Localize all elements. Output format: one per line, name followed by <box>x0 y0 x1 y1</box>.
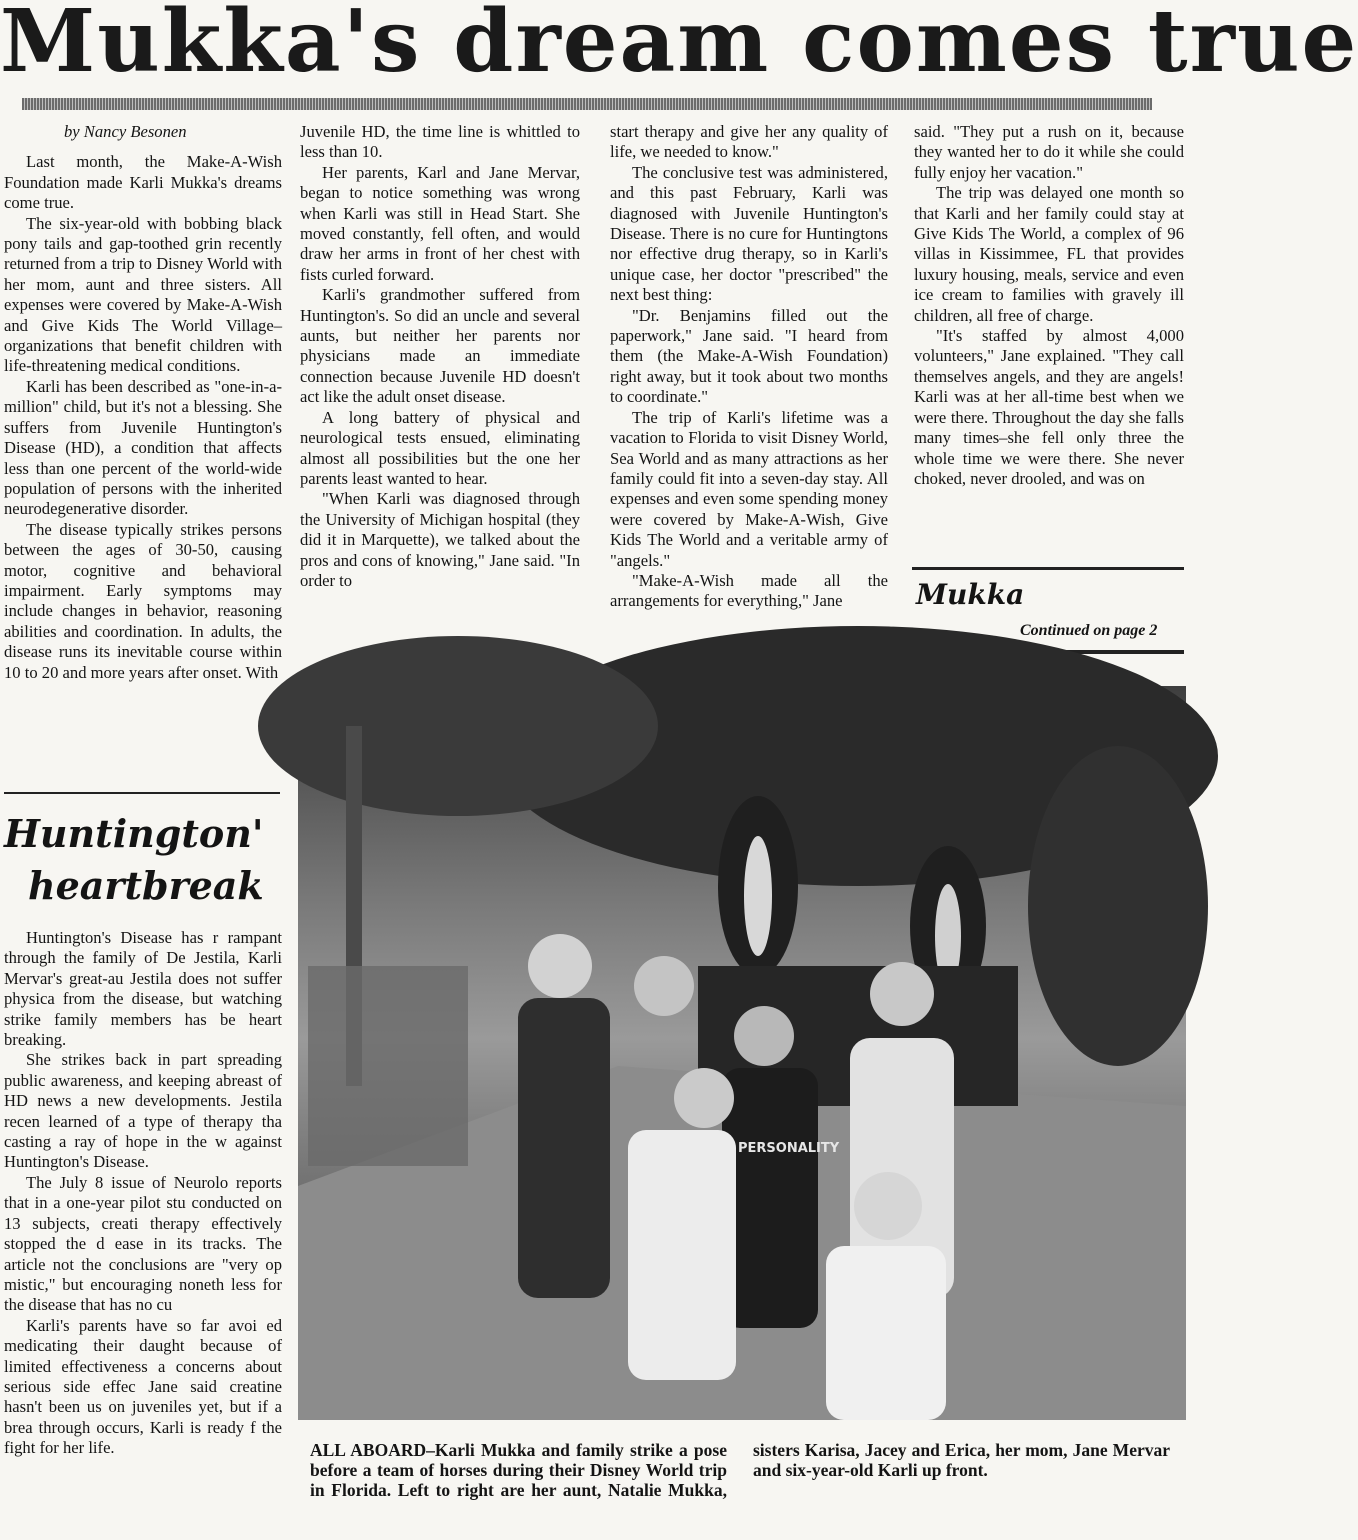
paragraph: The trip of Karli's lifetime was a vacation to Florida to visit Disney World, Sea World and as many attractions as her family could fit into a seven-day stay. All expenses and even some spending money were covered by Make-A-Wish, Give Kids The World and a veritable army of "angels." <box>610 407 888 570</box>
paragraph: Juvenile HD, the time line is whittled to less than 10. <box>300 122 580 162</box>
person-head <box>674 1068 734 1128</box>
paragraph: "When Karli was diagnosed through the University of Michigan hospital (they did it in Marquette), we talked about the pros and cons of knowing," Jane said. "In order to <box>300 489 580 590</box>
paragraph: Karli's grandmother suffered from Huntington's. So did an uncle and several aunts, but neither her parents nor physicians made an immediate connection because Juvenile HD doesn't act like the adult onset disease. <box>300 285 580 407</box>
shirt-text: PERSONALITY <box>738 1141 840 1156</box>
horse-blaze <box>744 836 772 956</box>
crowd <box>308 966 468 1166</box>
continued-line: Continued on page 2 <box>1020 622 1158 639</box>
byline: by Nancy Besonen <box>64 122 187 141</box>
paragraph: "Dr. Benjamins filled out the paperwork," Jane said. "I heard from them (the Make-A-Wish Foundation) right away, but it took about two months to coordinate." <box>610 305 888 407</box>
person-head <box>854 1172 922 1240</box>
paragraph: said. "They put a rush on it, because they wanted her to do it while she could fully enjoy her vacation." <box>914 122 1184 182</box>
person-body <box>518 998 610 1298</box>
photo-illustration <box>298 686 1186 1420</box>
jump-title: Mukka <box>916 578 1025 611</box>
family-photo <box>298 686 1186 1420</box>
photo-caption: ALL ABOARD–Karli Mukka and family strike a pose before a team of horses during their Disney World trip in Florida. Left to right are her aunt, Natalie Mukka, sisters Karisa, Jacey and Erica, her mom, Jane Mervar and six-year-old Karli up front. <box>310 1440 1170 1500</box>
sidebar-heading-line1: Huntington' <box>4 811 264 856</box>
sidebar-divider <box>4 792 280 794</box>
paragraph: "It's staffed by almost 4,000 volunteers," Jane explained. "They call themselves angels, and they are angels! Karli was at her all-time best when we were there. Throughout the day she falls many times–she fell only three the whole time we were there. She never choked, never drooled, and was on <box>914 326 1184 488</box>
person-body <box>628 1130 736 1380</box>
article-column-2 <box>300 122 580 591</box>
paragraph: The July 8 issue of Neurolo reports that in a one-year pilot stu conducted on 13 subjects, creati therapy effectively stopped the d ease in its tracks. The article not the conclusions are "very op mistic," but encouraging noneth less for the disease that has no cu <box>4 1172 282 1315</box>
paragraph: The six-year-old with bobbing black pony tails and gap-toothed grin recently returned from a trip to Disney World with her mom, aunt and three sisters. All expenses were covered by Make-A-Wish and Give Kids The World Village–organizations that benefit children with life-threatening medical conditions. <box>4 213 282 376</box>
paragraph: The trip was delayed one month so that Karli and her family could stay at Give Kids The World, a complex of 96 villas in Kissimmee, FL that provides luxury housing, meals, service and even ice cream to families with gravely ill children, all free of charge. <box>914 183 1184 325</box>
person-head <box>734 1006 794 1066</box>
headline: Mukka's dream comes true <box>0 0 1358 92</box>
paragraph: The conclusive test was administered, and this past February, Karli was diagnosed with Juvenile Huntington's Disease. There is no cure for Huntingtons nor effective drug therapy, so in Karli's unique case, her doctor "prescribed" the next best thing: <box>610 162 888 305</box>
paragraph: The disease typically strikes persons between the ages of 30-50, causing motor, cognitive and behavioral impairment. Early symptoms may include changes in behavior, reasoning abilities and coordination. In adults, the disease runs its inevitable course within 10 to 20 and more years after onset. With <box>4 519 282 682</box>
person-head <box>634 956 694 1016</box>
sidebar-column <box>4 928 282 1459</box>
person-head <box>870 962 934 1026</box>
paragraph: Karli has been described as "one-in-a-million" child, but it's not a blessing. She suffers from Juvenile Huntington's Disease (HD), a condition that affects less than one percent of the world-wide population of persons with the inherited neurodegenerative disorder. <box>4 376 282 519</box>
paragraph: start therapy and give her any quality of life, we needed to know." <box>610 122 888 162</box>
headline-rule <box>22 98 1152 110</box>
tree-canopy <box>258 636 658 816</box>
person-body <box>722 1068 818 1328</box>
article-column-3 <box>610 122 888 612</box>
article-column-4 <box>914 122 1184 489</box>
sidebar-heading-line2: heartbreak <box>28 863 264 908</box>
paragraph: She strikes back in part spreading public awareness, and keeping abreast of HD news a new developments. Jestila recen learned of a type of therapy tha casting a ray of hope in the w against Huntington's Disease. <box>4 1050 282 1172</box>
person-body <box>826 1246 946 1420</box>
person-head <box>528 934 592 998</box>
article-column-1 <box>4 122 282 683</box>
paragraph: Karli's parents have so far avoi ed medicating their daught because of limited effectiveness a concerns about serious side effec Jane said creatine hasn't been us on juveniles yet, but if a brea through occurs, Karli is ready f the fight for her life. <box>4 1315 282 1458</box>
paragraph: Last month, the Make-A-Wish Foundation made Karli Mukka's dreams come true. <box>4 152 282 213</box>
sidebar-heading <box>4 808 289 912</box>
paragraph: Huntington's Disease has r rampant through the family of De Jestila, Karli Mervar's great-au Jestila does not suffer physica from the disease, but watching strike family members has be heart breaking. <box>4 928 282 1050</box>
paragraph: Her parents, Karl and Jane Mervar, began to notice something was wrong when Karli was still in Head Start. She moved constantly, fell often, and would draw her arms in front of her chest with fists curled forward. <box>300 162 580 284</box>
paragraph: "Make-A-Wish made all the arrangements for everything," Jane <box>610 570 888 611</box>
jump-top-rule <box>912 567 1184 570</box>
paragraph: A long battery of physical and neurological tests ensued, eliminating almost all possibilities but the one her parents least wanted to hear. <box>300 407 580 488</box>
tree-canopy <box>1028 746 1208 1066</box>
